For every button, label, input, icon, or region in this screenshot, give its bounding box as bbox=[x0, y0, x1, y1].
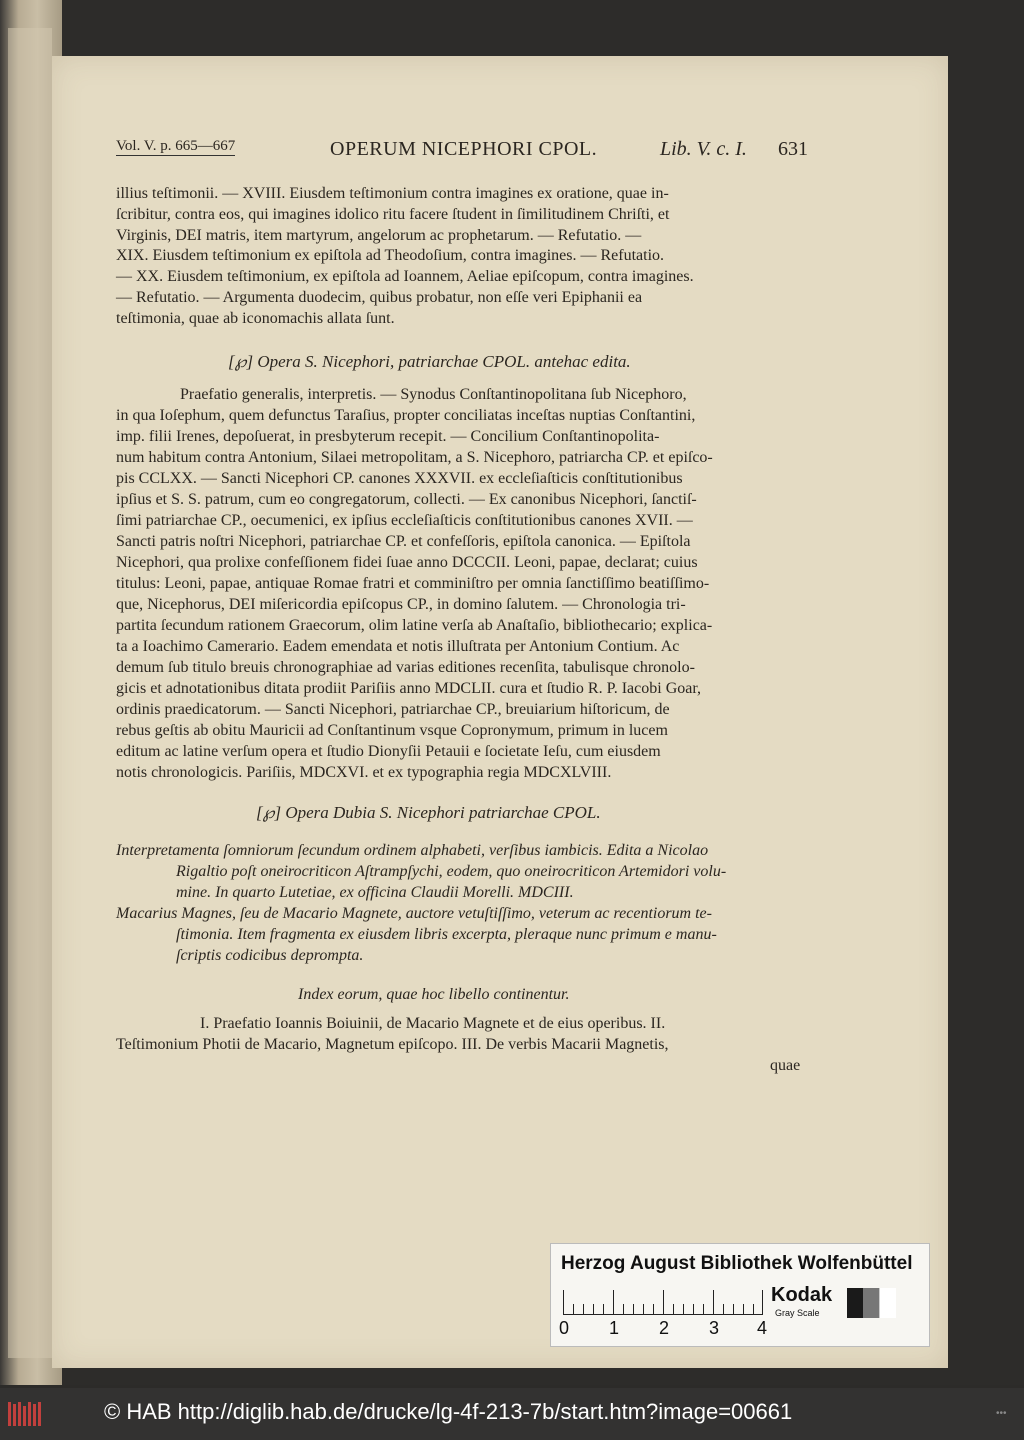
section-heading: Index eorum, quae hoc libello continentur. bbox=[298, 986, 570, 1003]
viewer-footer bbox=[0, 1388, 1024, 1440]
ruler-tick bbox=[583, 1304, 584, 1314]
text-line: ta a Ioachimo Camerario. Eadem emendata et notis illuſtrata per Antonium Contium. Ac bbox=[116, 638, 680, 655]
text-line: Sancti patris noſtri Nicephori, patriarchae CP. et confeſſoris, epiſtola canonica. — Epiſtola bbox=[116, 533, 691, 550]
ruler-tick bbox=[663, 1290, 664, 1314]
text-line: notis chronologicis. Pariſiis, MDCXVI. et ex typographia regia MDCXLVIII. bbox=[116, 764, 612, 781]
text-line: ſcriptis codicibus deprompta. bbox=[176, 947, 364, 964]
text-line: partita ſecundum rationem Graecorum, olim latine verſa ab Anaſtaſio, bibliothecario; explica- bbox=[116, 617, 713, 634]
running-header-title: OPERUM NICEPHORI CPOL. bbox=[330, 138, 598, 160]
text-line: mine. In quarto Lutetiae, ex officina Claudii Morelli. MDCIII. bbox=[176, 884, 574, 901]
text-line: ſtimonia. Item fragmenta ex eiusdem libris excerpta, pleraque nunc primum e manu- bbox=[176, 926, 717, 943]
ruler-tick bbox=[673, 1304, 674, 1314]
ruler-tick bbox=[623, 1304, 624, 1314]
gray-scale-label: Gray Scale bbox=[775, 1308, 820, 1318]
ruler-tick bbox=[603, 1304, 604, 1314]
ruler-tick bbox=[753, 1304, 754, 1314]
text-line: Teſtimonium Photii de Macario, Magnetum epiſcopo. III. De verbis Macarii Magnetis, bbox=[116, 1036, 669, 1053]
section-heading: [℘] Opera S. Nicephori, patriarchae CPOL. antehac edita. bbox=[228, 352, 631, 371]
ruler-tick bbox=[643, 1304, 644, 1314]
text-line: demum ſub titulo breuis chronographiae ad varias editiones recenſita, tabulisque chronolo- bbox=[116, 659, 695, 676]
ruler-number: 4 bbox=[757, 1318, 768, 1338]
running-header-book: Lib. V. c. I. bbox=[660, 138, 747, 160]
text-line: ordinis praedicatorum. — Sancti Nicephori, patriarchae CP., breuiarium hiſtoricum, de bbox=[116, 701, 670, 718]
more-menu-icon[interactable]: ••• bbox=[996, 1408, 1007, 1419]
text-line: ipſius et S. S. patrum, cum eo congregatorum, collecti. — Ex canonibus Nicephori, ſanctiſ- bbox=[116, 491, 697, 508]
text-line: XIX. Eiusdem teſtimonium ex epiſtola ad Theodoſium, contra imagines. — Refutatio. bbox=[116, 247, 665, 264]
text-line: imp. filii Irenes, depoſuerat, in presbyterum recepit. — Concilium Conſtantinopolita- bbox=[116, 428, 660, 445]
text-line: illius teſtimonii. — XVIII. Eiusdem teſtimonium contra imagines ex oratione, quae in- bbox=[116, 185, 669, 202]
ruler-tick bbox=[653, 1304, 654, 1314]
text-line: — Refutatio. — Argumenta duodecim, quibus probatur, non eſſe veri Epiphanii ea bbox=[116, 289, 643, 306]
text-line: ſcribitur, contra eos, qui imagines idolico ritu facere ſtudent in ſimilitudinem Chriſti, et bbox=[116, 206, 670, 223]
ruler-tick bbox=[633, 1304, 634, 1314]
ruler-tick bbox=[762, 1290, 763, 1314]
ruler-tick bbox=[593, 1304, 594, 1314]
gray-swatch-black bbox=[847, 1288, 863, 1318]
ruler-tick bbox=[723, 1304, 724, 1314]
ruler-tick bbox=[713, 1290, 714, 1314]
text-line: Macarius Magnes, ſeu de Macario Magnete, auctore vetuſtiſſimo, veterum ac recentiorum te- bbox=[116, 905, 712, 922]
ruler-number: 1 bbox=[609, 1318, 620, 1338]
text-line: Virginis, DEI matris, item martyrum, angelorum ac prophetarum. — Refutatio. — bbox=[116, 227, 642, 244]
ruler-number: 2 bbox=[659, 1318, 670, 1338]
text-line: Interpretamenta ſomniorum ſecundum ordinem alphabeti, verſibus iambicis. Edita a Nicolao bbox=[116, 842, 709, 859]
ruler-tick bbox=[563, 1290, 564, 1314]
running-header-volume: Vol. V. p. 665—667 bbox=[116, 138, 236, 154]
ruler-tick bbox=[683, 1304, 684, 1314]
ruler-number: 0 bbox=[559, 1318, 570, 1338]
scale-ruler bbox=[563, 1288, 763, 1315]
gray-swatch-white bbox=[879, 1288, 896, 1318]
text-line: num habitum contra Antonium, Silaei metropolitam, a S. Nicephoro, patriarcha CP. et epiſco- bbox=[116, 449, 713, 466]
ruler-tick bbox=[573, 1304, 574, 1314]
gray-swatch-mid bbox=[863, 1288, 879, 1318]
ruler-tick bbox=[613, 1290, 614, 1314]
ruler-tick bbox=[733, 1304, 734, 1314]
text-line: ſimi patriarchae CP., oecumenici, ex ipſius eccleſiaſticis conſtitutionibus canones XVII. — bbox=[116, 512, 693, 529]
kodak-brand: Kodak bbox=[771, 1284, 833, 1306]
text-line: — XX. Eiusdem teſtimonium, ex epiſtola ad Ioannem, Aeliae epiſcopum, contra imagines. bbox=[116, 268, 694, 285]
section-heading: [℘] Opera Dubia S. Nicephori patriarchae CPOL. bbox=[256, 803, 601, 822]
text-line: rebus geſtis ab obitu Mauricii ad Conſtantinum vsque Copronymum, primum in lucem bbox=[116, 722, 668, 739]
text-line: Nicephori, qua prolixe confeſſionem fidei ſuae anno DCCCII. Leoni, papae, declarat; cuius bbox=[116, 554, 698, 571]
library-name: Herzog August Bibliothek Wolfenbüttel bbox=[561, 1253, 913, 1274]
ruler-tick bbox=[703, 1304, 704, 1314]
text-line: pis CCLXX. — Sancti Nicephori CP. canones XXXVII. ex eccleſiaſticis conſtitutionibus bbox=[116, 470, 683, 487]
text-line: gicis et adnotationibus ditata prodiit Pariſiis anno MDCLII. cura et ſtudio R. P. Iacobi Goar, bbox=[116, 680, 702, 697]
ruler-tick bbox=[693, 1304, 694, 1314]
text-line: in qua Ioſephum, quem defunctus Taraſius, propter conciliatas inceſtas nuptias Conſtantini, bbox=[116, 407, 696, 424]
previous-page-edge bbox=[8, 28, 52, 1358]
text-line: quae bbox=[770, 1057, 801, 1074]
text-line: Praefatio generalis, interpretis. — Synodus Conſtantinopolitana ſub Nicephoro, bbox=[180, 386, 687, 403]
text-line: teſtimonia, quae ab iconomachis allata ſunt. bbox=[116, 310, 395, 327]
text-line: titulus: Leoni, papae, antiquae Romae fratri et comminiſtro per omnia ſanctiſſimo beatiſſimo- bbox=[116, 575, 710, 592]
text-line: que, Nicephorus, DEI miſericordia epiſcopus CP., in domino ſalutem. — Chronologia tri- bbox=[116, 596, 686, 613]
ruler-number: 3 bbox=[709, 1318, 720, 1338]
text-line: editum ac latine verſum opera et ſtudio Dionyſii Petauii e ſocietate Ieſu, cum eiusdem bbox=[116, 743, 661, 760]
page-number: 631 bbox=[778, 138, 808, 160]
library-scan-label bbox=[550, 1243, 930, 1347]
text-line: I. Praefatio Ioannis Boiuinii, de Macario Magnete et de eius operibus. II. bbox=[200, 1015, 666, 1032]
hab-logo-icon[interactable] bbox=[6, 1398, 46, 1430]
permalink-text[interactable]: © HAB http://diglib.hab.de/drucke/lg-4f-213-7b/start.htm?image=00661 bbox=[104, 1399, 793, 1424]
ruler-tick bbox=[743, 1304, 744, 1314]
text-line: Rigaltio poſt oneirocriticon Aſtrampſychi, eodem, quo oneirocriticon Artemidori volu- bbox=[176, 863, 727, 880]
